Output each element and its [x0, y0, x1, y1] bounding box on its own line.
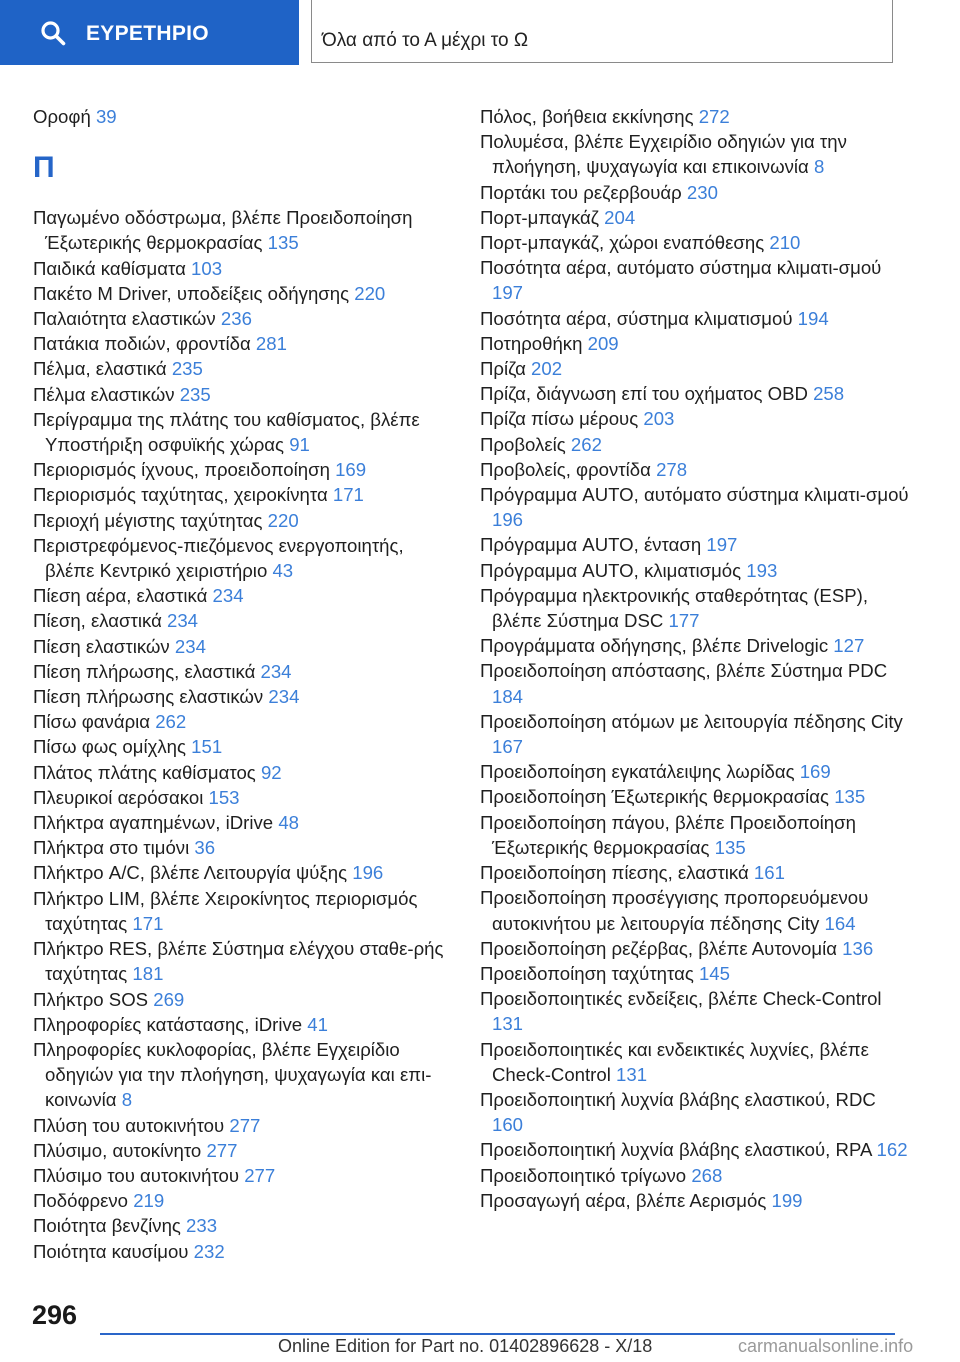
entry-text: Περιορισμός ταχύτητας, χειροκίνητα — [33, 484, 328, 506]
index-entry[interactable] — [480, 885, 910, 935]
section-letter: Π — [33, 151, 55, 185]
entry-page-link[interactable]: 234 — [212, 585, 244, 607]
index-entry[interactable] — [33, 760, 453, 785]
entry-page-link[interactable]: 278 — [656, 458, 688, 480]
entry-text: Πρίζα — [480, 358, 526, 380]
entry-page-link[interactable]: 92 — [260, 761, 282, 783]
entry-text: Πλύσιμο, αυτοκίνητο — [33, 1139, 202, 1161]
entry-text: Ποιότητα βενζίνης — [33, 1215, 181, 1237]
index-entry[interactable] — [33, 104, 453, 129]
entry-page-link[interactable]: 277 — [244, 1164, 276, 1186]
entry-page-link[interactable]: 171 — [132, 912, 164, 934]
entry-page-link[interactable]: 268 — [691, 1164, 723, 1186]
entry-page-link[interactable]: 184 — [492, 685, 524, 707]
entry-page-link[interactable]: 169 — [335, 459, 367, 481]
entry-page-link[interactable]: 171 — [332, 484, 364, 506]
entry-text: Προσαγωγή αέρα, βλέπε Αερισμός — [480, 1189, 767, 1211]
index-entry[interactable] — [480, 1137, 910, 1162]
index-entry[interactable] — [33, 508, 453, 533]
index-entry[interactable] — [33, 205, 453, 255]
index-entry[interactable] — [480, 1037, 910, 1087]
entry-page-link[interactable]: 167 — [492, 736, 524, 758]
index-entry[interactable] — [33, 608, 453, 633]
entry-text: Πίεση πλήρωσης, ελαστικά — [33, 660, 256, 682]
index-button[interactable] — [0, 0, 299, 65]
entry-page-link[interactable]: 161 — [753, 862, 785, 884]
index-entry[interactable] — [33, 709, 453, 734]
entry-page-link[interactable]: 219 — [133, 1190, 165, 1212]
index-entry[interactable] — [480, 986, 910, 1036]
index-entry[interactable] — [480, 558, 910, 583]
index-entry[interactable] — [480, 784, 910, 809]
entry-text: Πλήκτρο RES, βλέπε Σύστημα ελέγχου σταθε-ρής ταχύτητας — [33, 938, 444, 985]
index-entry[interactable] — [480, 482, 910, 532]
index-entry[interactable] — [33, 382, 453, 407]
entry-page-link[interactable]: 281 — [255, 333, 287, 355]
index-entry[interactable] — [480, 356, 910, 381]
entry-page-link[interactable]: 199 — [771, 1189, 803, 1211]
entry-page-link[interactable]: 236 — [220, 308, 252, 330]
entry-text: Ποδόφρενο — [33, 1190, 129, 1212]
entry-page-link[interactable]: 196 — [492, 509, 524, 531]
entry-text: Προειδοποίηση ταχύτητας — [480, 962, 694, 984]
entry-text: Περιστρεφόμενος-πιεζόμενος ενεργοποιητής, βλέπε Κεντρικό χειριστήριο — [33, 534, 404, 582]
index-entry[interactable] — [33, 306, 453, 331]
index-entry[interactable] — [33, 356, 453, 381]
index-entry[interactable] — [33, 482, 453, 507]
entry-text: Πακέτο M Driver, υποδείξεις οδήγησης — [33, 282, 350, 304]
entry-page-link[interactable]: 131 — [616, 1063, 648, 1085]
index-entry[interactable] — [480, 759, 910, 784]
entry-page-link[interactable]: 234 — [260, 660, 292, 682]
entry-page-link[interactable]: 162 — [876, 1139, 908, 1161]
index-label: ΕΥΡΕΤΗΡΙΟ — [86, 22, 209, 45]
index-entry[interactable] — [480, 381, 910, 406]
index-entry[interactable] — [480, 936, 910, 961]
index-entry[interactable] — [33, 1138, 453, 1163]
entry-text: Πρόγραμμα ηλεκτρονικής σταθερότητας (ESP), βλέπε Σύστημα DSC — [480, 584, 868, 632]
index-entry[interactable] — [480, 961, 910, 986]
index-entry[interactable] — [33, 785, 453, 810]
index-entry[interactable] — [480, 1087, 910, 1137]
entry-text: Παιδικά καθίσματα — [33, 257, 186, 279]
entry-text: Πλήκτρο LIM, βλέπε Χειροκίνητος περιορισμός ταχύτητας — [33, 887, 418, 934]
entry-text: Πολυμέσα, βλέπε Εγχειρίδιο οδηγιών για την πλοήγηση, ψυχαγωγία και επικοινωνία — [480, 131, 847, 178]
entry-page-link[interactable]: 197 — [706, 534, 738, 556]
index-entry[interactable] — [33, 1188, 453, 1213]
search-icon — [40, 20, 66, 46]
entry-text: Προειδοποιητική λυχνία βλάβης ελαστικού, RDC — [480, 1088, 876, 1110]
entry-page-link[interactable]: 209 — [587, 332, 619, 354]
entry-text: Ποσότητα αέρα, σύστημα κλιματισμού — [480, 307, 793, 329]
entry-text: Προειδοποίηση πίεσης, ελαστικά — [480, 862, 749, 884]
entry-text: Πρίζα, διάγνωση επί του οχήματος OBD — [480, 383, 808, 405]
entry-text: Οροφή — [33, 106, 91, 127]
entry-page-link[interactable]: 131 — [492, 1013, 524, 1035]
index-entry[interactable] — [33, 835, 453, 860]
index-entry[interactable] — [33, 684, 453, 709]
entry-page-link[interactable]: 269 — [153, 988, 185, 1010]
index-entry[interactable] — [480, 331, 910, 356]
entry-text: Πρόγραμμα AUTO, αυτόματο σύστημα κλιματι-σμού — [480, 484, 909, 506]
entry-text: Πορτ-μπαγκάζ — [480, 206, 599, 228]
entry-text: Πλήκτρο SOS — [33, 988, 149, 1010]
entry-page-link[interactable]: 196 — [352, 862, 384, 884]
entry-text: Πληροφορίες κυκλοφορίας, βλέπε Εγχειρίδιο οδηγιών για την πλοήγηση, ψυχαγωγία και επι-κοινωνία — [33, 1038, 432, 1111]
entry-text: Ποιότητα καυσίμου — [33, 1240, 189, 1262]
index-entry[interactable] — [480, 104, 910, 129]
entry-text: Πόλος, βοήθεια εκκίνησης — [480, 106, 694, 127]
entry-text: Πρόγραμμα AUTO, κλιματισμός — [480, 559, 742, 581]
entry-page-link[interactable]: 277 — [229, 1114, 261, 1136]
entry-text: Προειδοποίηση πάγου, βλέπε Προειδοποίηση Έξωτερικής θερμοκρασίας — [480, 811, 856, 858]
entry-page-link[interactable]: 232 — [193, 1240, 225, 1262]
entry-page-link[interactable]: 258 — [813, 383, 845, 405]
entry-page-link[interactable]: 193 — [746, 559, 778, 581]
entry-page-link[interactable]: 153 — [208, 786, 240, 808]
index-entry[interactable] — [33, 457, 453, 482]
entry-page-link[interactable]: 135 — [834, 786, 866, 808]
index-column-left — [33, 104, 453, 1264]
entry-text: Πατάκια ποδιών, φροντίδα — [33, 333, 251, 355]
entry-text: Προειδοποιητικές ενδείξεις, βλέπε Check-Control — [480, 988, 882, 1010]
entry-text: Πλύση του αυτοκινήτου — [33, 1114, 225, 1136]
index-entry[interactable] — [480, 180, 910, 205]
entry-page-link[interactable]: 103 — [191, 257, 223, 279]
entry-page-link[interactable]: 8 — [121, 1089, 133, 1111]
entry-page-link[interactable]: 8 — [813, 156, 825, 178]
entry-text: Πληροφορίες κατάστασης, iDrive — [33, 1013, 303, 1035]
entry-text: Περίγραμμα της πλάτης του καθίσματος, βλέπε Υποστήριξη οσφυϊκής χώρας — [33, 408, 420, 456]
page-number: 296 — [32, 1300, 78, 1330]
entry-text: Πλύσιμο του αυτοκινήτου — [33, 1164, 240, 1186]
entry-text: Περιοχή μέγιστης ταχύτητας — [33, 509, 263, 531]
entry-text: Πλήκτρα στο τιμόνι — [33, 837, 190, 859]
entry-page-link[interactable]: 169 — [799, 761, 831, 783]
entry-text: Προειδοποίηση ατόμων με λειτουργία πέδησης City — [480, 710, 903, 732]
entry-text: Ποσότητα αέρα, αυτόματο σύστημα κλιματι-σμού — [480, 257, 882, 279]
index-entry[interactable] — [33, 1113, 453, 1138]
entry-page-link[interactable]: 160 — [492, 1114, 524, 1136]
top-bar — [0, 0, 960, 70]
entry-text: Πρίζα πίσω μέρους — [480, 408, 639, 430]
index-entry[interactable] — [480, 457, 910, 482]
entry-page-link[interactable]: 262 — [570, 433, 602, 455]
entry-page-link[interactable]: 234 — [174, 635, 206, 657]
entry-page-link[interactable]: 136 — [842, 937, 874, 959]
entry-text: Παγωμένο οδόστρωμα, βλέπε Προειδοποίηση Έξωτερικής θερμοκρασίας — [33, 207, 413, 254]
index-entry[interactable] — [33, 659, 453, 684]
entry-page-link[interactable]: 145 — [698, 962, 730, 984]
index-entry[interactable] — [33, 583, 453, 608]
entry-text: Παλαιότητα ελαστικών — [33, 308, 216, 330]
entry-text: Πλάτος πλάτης καθίσματος — [33, 761, 256, 783]
index-entry[interactable] — [480, 658, 910, 708]
entry-text: Πίεση αέρα, ελαστικά — [33, 585, 208, 607]
entry-text: Προβολείς, φροντίδα — [480, 458, 651, 480]
index-entry[interactable] — [33, 860, 453, 885]
entry-text: Προειδοποίηση προσέγγισης προπορευόμενου αυτοκινήτου με λειτουργία πέδησης City — [480, 887, 869, 934]
breadcrumb-text: Όλα από το Α μέχρι το Ω — [322, 30, 529, 51]
index-entry[interactable] — [480, 432, 910, 457]
entry-page-link[interactable]: 234 — [167, 610, 199, 632]
entry-text: Προγράμματα οδήγησης, βλέπε Drivelogic — [480, 635, 829, 657]
index-entry[interactable] — [480, 583, 910, 633]
edition-text: Online Edition for Part no. 01402896628 - X/18 — [278, 1336, 653, 1356]
watermark-logo: carmanualsonline.info — [738, 1336, 914, 1356]
entry-text: Προειδοποίηση Έξωτερικής θερμοκρασίας — [480, 786, 830, 808]
index-column-right — [480, 104, 910, 1213]
entry-page-link[interactable]: 203 — [643, 408, 675, 430]
entry-text: Προβολείς — [480, 433, 566, 455]
entry-text: Πίσω φανάρια — [33, 711, 151, 733]
entry-text: Πορτ-μπαγκάζ, χώροι εναπόθεσης — [480, 232, 765, 254]
entry-text: Πλήκτρα αγαπημένων, iDrive — [33, 812, 274, 834]
entry-page-link[interactable]: 197 — [492, 282, 524, 304]
entry-page-link[interactable]: 272 — [698, 106, 730, 127]
entry-page-link[interactable]: 39 — [95, 106, 117, 127]
entry-text: Προειδοποίηση ρεζέρβας, βλέπε Αυτονομία — [480, 937, 837, 959]
entry-page-link[interactable]: 235 — [179, 383, 211, 405]
entry-page-link[interactable]: 262 — [155, 711, 187, 733]
index-entry[interactable] — [33, 734, 453, 759]
entry-text: Προειδοποιητικό τρίγωνο — [480, 1164, 687, 1186]
entry-page-link[interactable]: 194 — [797, 307, 829, 329]
index-entry[interactable] — [33, 936, 453, 986]
entry-text: Περιορισμός ίχνους, προειδοποίηση — [33, 459, 330, 481]
entry-text: Πλήκτρο A/C, βλέπε Λειτουργία ψύξης — [33, 862, 348, 884]
index-entry[interactable] — [33, 987, 453, 1012]
index-entry[interactable] — [480, 306, 910, 331]
breadcrumb[interactable] — [311, 0, 893, 63]
entry-page-link[interactable]: 220 — [354, 282, 386, 304]
entry-page-link[interactable]: 135 — [267, 232, 299, 254]
index-entry[interactable] — [33, 1239, 453, 1264]
index-list-right — [480, 104, 910, 1213]
index-entry[interactable] — [33, 407, 453, 457]
entry-page-link[interactable]: 277 — [206, 1139, 238, 1161]
entry-page-link[interactable]: 48 — [278, 812, 299, 834]
entry-text: Πρόγραμμα AUTO, ένταση — [480, 534, 702, 556]
index-entry[interactable] — [33, 256, 453, 281]
index-entry[interactable] — [480, 230, 910, 255]
entry-text: Πίεση, ελαστικά — [33, 610, 162, 632]
index-entry[interactable] — [33, 331, 453, 356]
entry-page-link[interactable]: 233 — [186, 1215, 218, 1237]
index-entry[interactable] — [480, 1163, 910, 1188]
index-entry[interactable] — [33, 634, 453, 659]
entry-text: Πορτάκι του ρεζερβουάρ — [480, 181, 682, 203]
index-entry[interactable] — [33, 1163, 453, 1188]
entry-page-link[interactable]: 235 — [171, 358, 203, 380]
entry-page-link[interactable]: 230 — [686, 181, 718, 203]
entry-text: Πίεση πλήρωσης ελαστικών — [33, 686, 264, 708]
index-entry[interactable] — [480, 532, 910, 557]
index-entry[interactable] — [33, 1012, 453, 1037]
entry-page-link[interactable]: 151 — [191, 736, 223, 758]
entry-page-link[interactable]: 43 — [272, 560, 294, 582]
index-entry[interactable] — [480, 633, 910, 658]
footer-divider — [100, 1333, 895, 1335]
index-entry[interactable] — [33, 1037, 453, 1113]
index-entry[interactable] — [33, 281, 453, 306]
entry-text: Προειδοποίηση εγκατάλειψης λωρίδας — [480, 761, 795, 783]
index-entry[interactable] — [480, 255, 910, 305]
entry-page-link[interactable]: 135 — [714, 836, 746, 858]
entry-text: Προειδοποίηση απόστασης, βλέπε Σύστημα PDC — [480, 660, 888, 682]
index-entry[interactable] — [480, 709, 910, 759]
entry-page-link[interactable]: 91 — [289, 434, 310, 456]
entry-page-link[interactable]: 210 — [769, 232, 801, 254]
index-entry[interactable] — [33, 886, 453, 936]
entry-text: Προειδοποιητικές και ενδεικτικές λυχνίες, βλέπε Check-Control — [480, 1038, 869, 1085]
entry-page-link[interactable]: 181 — [132, 963, 164, 985]
index-entry[interactable] — [33, 810, 453, 835]
entry-text: Πέλμα, ελαστικά — [33, 358, 167, 380]
entry-page-link[interactable]: 36 — [194, 837, 216, 859]
index-entry[interactable] — [480, 1188, 910, 1213]
entry-page-link[interactable]: 41 — [307, 1013, 328, 1035]
entry-text: Ποτηροθήκη — [480, 332, 583, 354]
entry-page-link[interactable]: 177 — [668, 610, 700, 632]
entry-page-link[interactable]: 220 — [267, 509, 299, 531]
index-entry[interactable] — [33, 533, 453, 583]
index-entry[interactable] — [480, 406, 910, 431]
entry-page-link[interactable]: 164 — [824, 912, 856, 934]
entry-text: Πίσω φως ομίχλης — [33, 736, 186, 758]
index-list-left — [33, 205, 453, 1264]
entry-text: Πέλμα ελαστικών — [33, 383, 175, 405]
index-entry[interactable] — [480, 129, 910, 179]
index-entry[interactable] — [480, 205, 910, 230]
entry-page-link[interactable]: 234 — [268, 686, 300, 708]
entry-page-link[interactable]: 204 — [604, 206, 636, 228]
entry-text: Πίεση ελαστικών — [33, 635, 170, 657]
index-entry[interactable] — [480, 810, 910, 860]
entry-page-link[interactable]: 127 — [833, 635, 865, 657]
entry-text: Πλευρικοί αερόσακοι — [33, 786, 204, 808]
entry-text: Προειδοποιητική λυχνία βλάβης ελαστικού, RPA — [480, 1139, 872, 1161]
index-entry[interactable] — [33, 1213, 453, 1238]
index-entry[interactable] — [480, 860, 910, 885]
entry-page-link[interactable]: 202 — [531, 358, 563, 380]
